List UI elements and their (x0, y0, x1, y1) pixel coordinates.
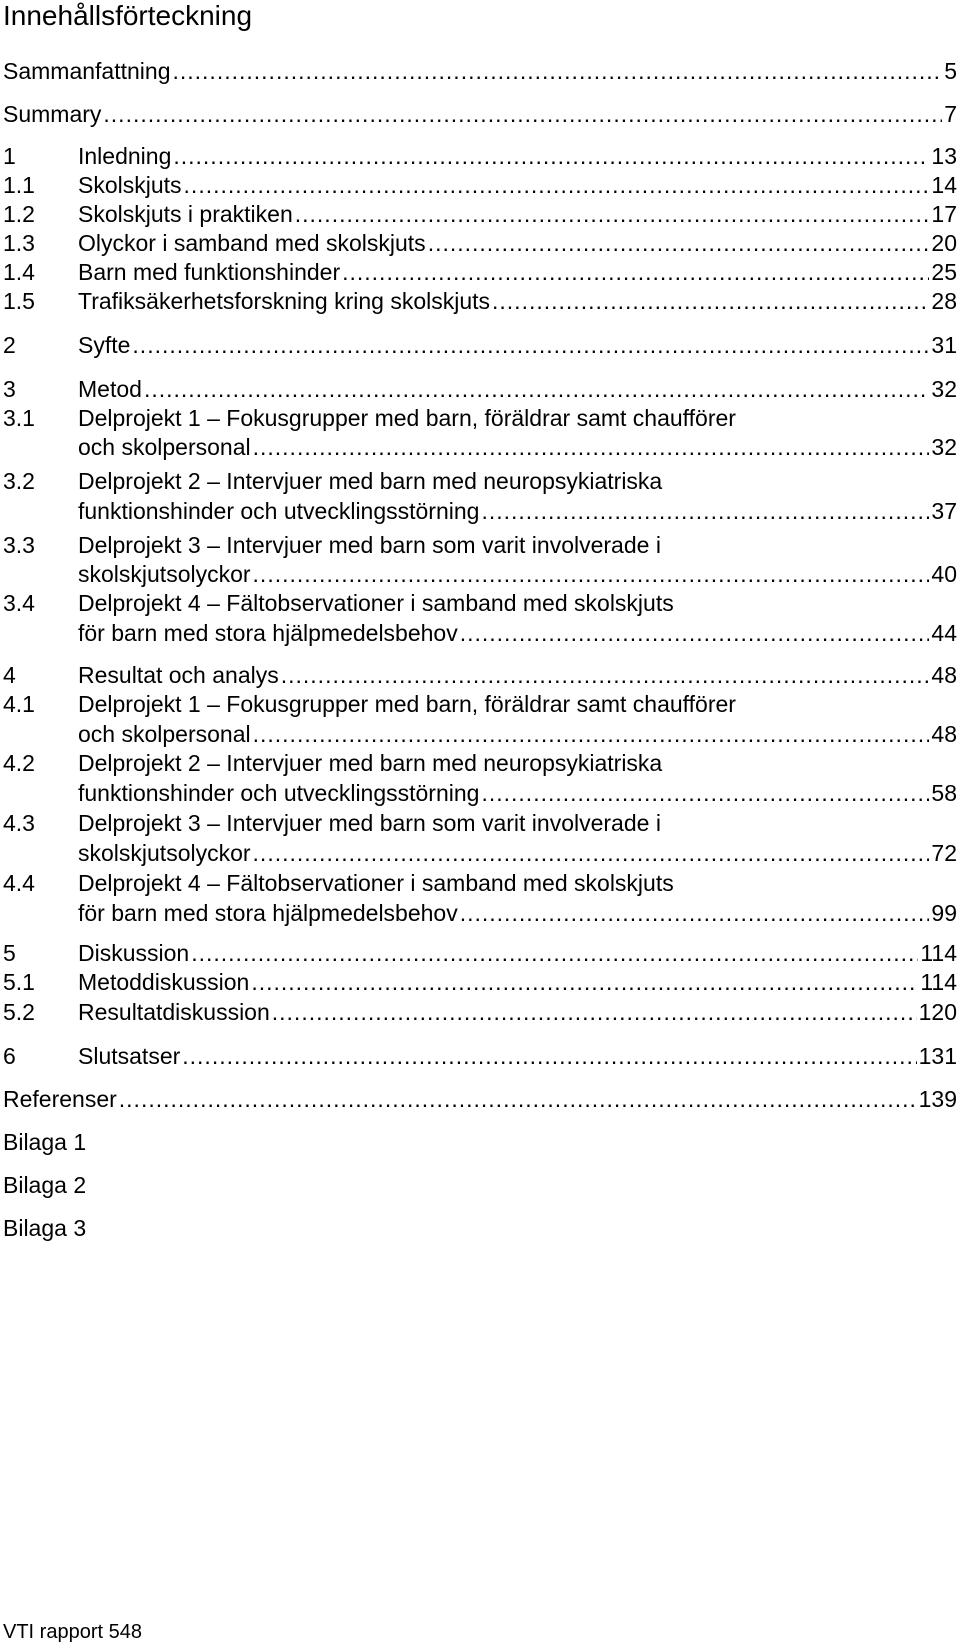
toc-page-number: 131 (918, 1043, 957, 1069)
toc-page-number: 32 (931, 376, 957, 402)
toc-entry[interactable] (3, 938, 957, 968)
toc-entry[interactable] (3, 808, 957, 838)
toc-dot-leader (272, 997, 917, 1027)
toc-dot-leader (428, 228, 930, 258)
toc-entry-text: Skolskjuts i praktiken (78, 201, 293, 227)
toc-entry[interactable] (3, 286, 957, 316)
toc-entry-text: Delprojekt 2 – Intervjuer med barn med neuropsykiatriska (78, 750, 663, 776)
toc-leader-row (78, 374, 957, 404)
toc-section-number: 5.2 (3, 999, 35, 1025)
toc-entry-text: för barn med stora hjälpmedelsbehov (78, 900, 458, 926)
toc-entry-continuation[interactable] (3, 496, 957, 526)
toc-entry-text: Olyckor i samband med skolskjuts (78, 230, 426, 256)
toc-leader-row (78, 228, 957, 258)
toc-entry-continuation[interactable] (3, 432, 957, 462)
toc-page-number: 31 (931, 332, 957, 358)
toc-section-number: 4.2 (3, 750, 35, 776)
toc-page-number: 40 (931, 561, 957, 587)
toc-entry-text: Resultat och analys (78, 662, 279, 688)
toc-dot-leader (173, 141, 929, 171)
toc-dot-leader (132, 330, 929, 360)
toc-section-number: 6 (3, 1043, 16, 1069)
toc-leader-row (78, 141, 957, 171)
toc-entry[interactable] (3, 748, 957, 778)
toc-leader-row (78, 778, 957, 808)
toc-entry[interactable] (3, 257, 957, 287)
page-title: Innehållsförteckning (3, 0, 253, 31)
toc-dot-leader (295, 199, 930, 229)
toc-dot-leader (492, 286, 929, 316)
toc-entry-text: funktionshinder och utvecklingsstörning (78, 498, 480, 524)
toc-page-number: 48 (931, 662, 957, 688)
toc-entry-text: skolskjutsolyckor (78, 561, 251, 587)
toc-entry-text: Resultatdiskussion (78, 999, 270, 1025)
toc-dot-leader (460, 898, 930, 928)
toc-entry-text: Delprojekt 4 – Fältobservationer i samband med skolskjuts (78, 870, 674, 896)
toc-section-number: 5.1 (3, 969, 35, 995)
toc-section-number: 1.3 (3, 230, 35, 256)
toc-entry-text: Trafiksäkerhetsforskning kring skolskjuts (78, 288, 491, 314)
toc-entry-text: Diskussion (78, 940, 190, 966)
toc-dot-leader (182, 1041, 916, 1071)
toc-entry[interactable] (3, 1084, 957, 1114)
toc-page-number: 58 (931, 780, 957, 806)
toc-page-number: 114 (920, 969, 957, 995)
toc-dot-leader (253, 719, 930, 749)
toc-dot-leader (172, 56, 942, 86)
toc-dot-leader (251, 967, 918, 997)
toc-entry-continuation[interactable] (3, 898, 957, 928)
toc-entry[interactable] (3, 588, 957, 618)
toc-leader-row (78, 1041, 957, 1071)
toc-leader-row (3, 56, 957, 86)
toc-section-number: 3.3 (3, 532, 35, 558)
toc-entry-text: Slutsatser (78, 1043, 181, 1069)
toc-dot-leader (253, 432, 930, 462)
toc-leader-row (3, 99, 957, 129)
toc-section-number: 3.4 (3, 590, 35, 616)
toc-entry[interactable] (3, 170, 957, 200)
toc-section-number: 2 (3, 332, 16, 358)
toc-page-number: 32 (931, 434, 957, 460)
toc-dot-leader (481, 496, 929, 526)
toc-entry-text: Barn med funktionshinder (78, 259, 341, 285)
toc-dot-leader (144, 374, 929, 404)
toc-leader-row (78, 618, 957, 648)
toc-section-number: 1 (3, 143, 16, 169)
toc-entry-text: Summary (3, 101, 102, 127)
toc-entry[interactable] (3, 1041, 957, 1071)
toc-entry[interactable] (3, 689, 957, 719)
toc-entry[interactable] (3, 99, 957, 129)
toc-entry-text: Syfte (78, 332, 131, 358)
toc-leader-row (78, 967, 957, 997)
toc-entry-continuation[interactable] (3, 778, 957, 808)
toc-leader-row (3, 1084, 957, 1114)
toc-dot-leader (119, 1084, 917, 1114)
toc-entry-continuation[interactable] (3, 719, 957, 749)
toc-entry-text: Metod (78, 376, 142, 402)
toc-entry[interactable] (3, 374, 957, 404)
toc-section-number: 1.5 (3, 288, 35, 314)
toc-dot-leader (460, 618, 930, 648)
toc-entry[interactable] (3, 330, 957, 360)
toc-section-number: 4 (3, 662, 16, 688)
toc-section-number: 4.4 (3, 870, 35, 896)
toc-dot-leader (342, 257, 929, 287)
toc-entry-text: Sammanfattning (3, 58, 171, 84)
toc-leader-row (78, 660, 957, 690)
toc-dot-leader (191, 938, 918, 968)
toc-section-number: 1.1 (3, 172, 35, 198)
toc-leader-row (78, 199, 957, 229)
toc-entry-text: Inledning (78, 143, 172, 169)
toc-section-number: 1.4 (3, 259, 35, 285)
toc-section-number: 4.1 (3, 691, 35, 717)
toc-appendix[interactable]: Bilaga 2 (3, 1172, 87, 1198)
toc-entry-text: och skolpersonal (78, 721, 251, 747)
toc-entry-continuation[interactable] (3, 618, 957, 648)
toc-page-number: 114 (920, 940, 957, 966)
toc-leader-row (78, 938, 957, 968)
toc-leader-row (78, 257, 957, 287)
toc-dot-leader (253, 559, 930, 589)
toc-page-number: 13 (931, 143, 957, 169)
toc-appendix[interactable]: Bilaga 1 (3, 1129, 87, 1155)
toc-dot-leader (481, 778, 929, 808)
toc-leader-row (78, 496, 957, 526)
toc-section-number: 3.1 (3, 405, 35, 431)
toc-section-number: 1.2 (3, 201, 35, 227)
toc-page-number: 5 (944, 58, 957, 84)
toc-entry[interactable] (3, 228, 957, 258)
toc-leader-row (78, 286, 957, 316)
toc-entry-text: Referenser (3, 1086, 117, 1112)
toc-entry-text: funktionshinder och utvecklingsstörning (78, 780, 480, 806)
toc-leader-row (78, 330, 957, 360)
toc-entry[interactable] (3, 660, 957, 690)
toc-entry-text: Metoddiskussion (78, 969, 250, 995)
toc-leader-row (78, 170, 957, 200)
footer: VTI rapport 548 (3, 1621, 142, 1643)
toc-entry[interactable] (3, 967, 957, 997)
toc-section-number: 3.2 (3, 468, 35, 494)
toc-leader-row (78, 719, 957, 749)
toc-leader-row (78, 432, 957, 462)
toc-entry-text: Delprojekt 3 – Intervjuer med barn som varit involverade i (78, 532, 661, 558)
toc-leader-row (78, 898, 957, 928)
toc-section-number: 4.3 (3, 810, 35, 836)
toc-entry-text: Delprojekt 3 – Intervjuer med barn som varit involverade i (78, 810, 661, 836)
toc-leader-row (78, 838, 957, 868)
toc-page-number: 72 (931, 840, 957, 866)
toc-entry-continuation[interactable] (3, 838, 957, 868)
toc-page-number: 139 (918, 1086, 957, 1112)
toc-entry[interactable] (3, 868, 957, 898)
toc-page-number: 14 (931, 172, 957, 198)
toc-entry-text: och skolpersonal (78, 434, 251, 460)
toc-entry[interactable] (3, 466, 957, 496)
toc-entry-text: Skolskjuts (78, 172, 182, 198)
toc-appendix[interactable]: Bilaga 3 (3, 1215, 87, 1241)
toc-entry-continuation[interactable] (3, 559, 957, 589)
toc-entry[interactable] (3, 199, 957, 229)
toc-page-number: 37 (931, 498, 957, 524)
toc-dot-leader (103, 99, 942, 129)
toc-entry-text: för barn med stora hjälpmedelsbehov (78, 620, 458, 646)
toc-page-number: 25 (931, 259, 957, 285)
toc-dot-leader (281, 660, 930, 690)
toc-entry[interactable] (3, 403, 957, 433)
toc-page-number: 120 (918, 999, 957, 1025)
toc-page-number: 17 (931, 201, 957, 227)
toc-entry[interactable] (3, 530, 957, 560)
toc-page-number: 99 (931, 900, 957, 926)
toc-entry[interactable] (3, 141, 957, 171)
toc-entry-text: Delprojekt 2 – Intervjuer med barn med neuropsykiatriska (78, 468, 663, 494)
toc-entry-text: Delprojekt 1 – Fokusgrupper med barn, föräldrar samt chaufförer (78, 405, 736, 431)
toc-entry-text: Delprojekt 4 – Fältobservationer i samband med skolskjuts (78, 590, 674, 616)
toc-page-number: 20 (931, 230, 957, 256)
toc-page-number: 48 (931, 721, 957, 747)
toc-dot-leader (184, 170, 930, 200)
toc-section-number: 5 (3, 940, 16, 966)
toc-entry[interactable] (3, 997, 957, 1027)
toc-dot-leader (253, 838, 930, 868)
toc-section-number: 3 (3, 376, 16, 402)
toc-entry-text: skolskjutsolyckor (78, 840, 251, 866)
toc-page-number: 44 (931, 620, 957, 646)
toc-page-number: 7 (944, 101, 957, 127)
toc-entry[interactable] (3, 56, 957, 86)
toc-leader-row (78, 559, 957, 589)
toc-leader-row (78, 997, 957, 1027)
toc-entry-text: Delprojekt 1 – Fokusgrupper med barn, föräldrar samt chaufförer (78, 691, 736, 717)
toc-page-number: 28 (931, 288, 957, 314)
